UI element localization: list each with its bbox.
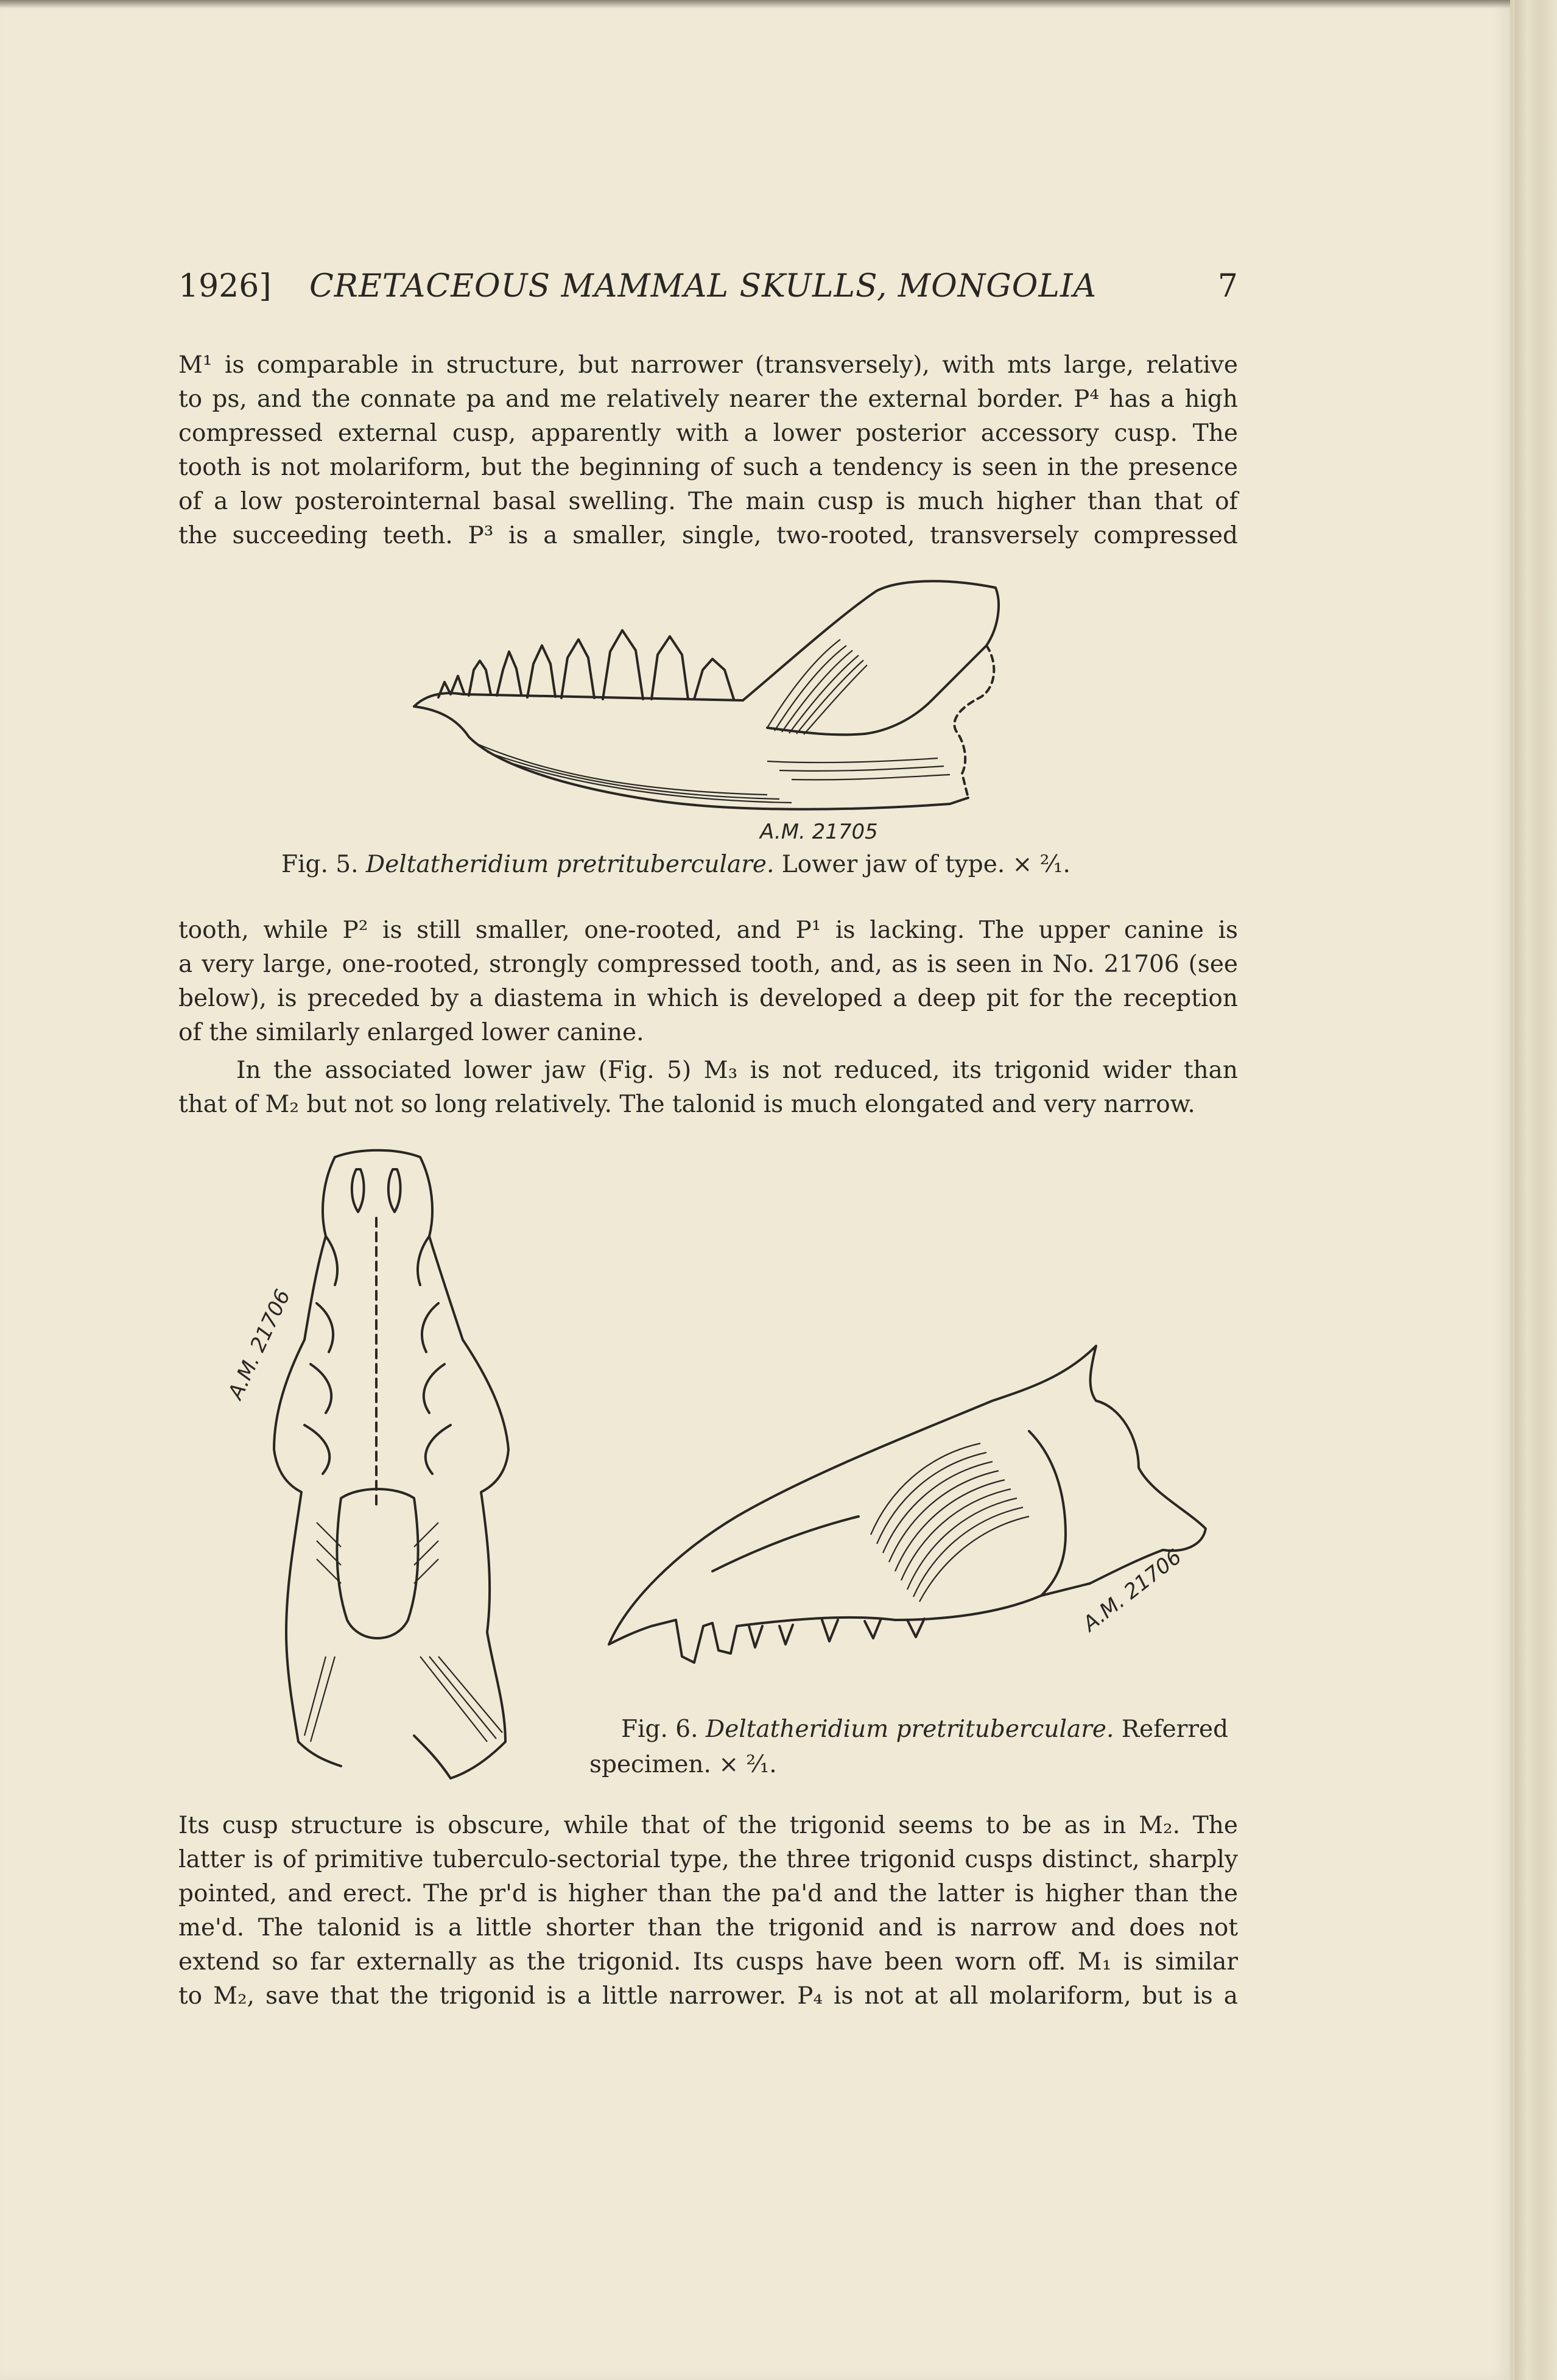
figure-5-specimen-label: A.M. 21705 bbox=[760, 820, 878, 844]
text-line: that of M₂ but not so long relatively. The talonid is much elongated and very narrow. bbox=[178, 1091, 1195, 1118]
figure-6-caption-species: Deltatheridium pretrituberculare. bbox=[705, 1716, 1114, 1743]
figure-6-skull-ventral-drawing bbox=[219, 1145, 524, 1790]
text-line: extend so far externally as the trigonid. Its cusps have been worn off. M₁ is similar bbox=[178, 1948, 1238, 1976]
text-line: below), is preceded by a diastema in which is developed a deep pit for the reception bbox=[178, 985, 1238, 1012]
figure-6-caption-suffix: Referred bbox=[1121, 1716, 1229, 1743]
text-line: me'd. The talonid is a little shorter than the trigonid and is narrow and does not bbox=[178, 1914, 1238, 1942]
figure-5-caption-suffix: Lower jaw of type. × ²⁄₁. bbox=[781, 851, 1070, 878]
text-line: of a low posterointernal basal swelling. The main cusp is much higher than that of bbox=[178, 488, 1238, 515]
figure-5-caption-prefix: Fig. 5. bbox=[281, 851, 359, 878]
figure-6-caption-line-2: specimen. × ²⁄₁. bbox=[589, 1751, 777, 1778]
text-line: tooth is not molariform, but the beginning of such a tendency is seen in the presence bbox=[178, 454, 1238, 481]
figure-5-caption bbox=[281, 848, 1070, 882]
page-edge bbox=[1514, 0, 1557, 2380]
paragraph-2 bbox=[178, 914, 1238, 1050]
text-line: a very large, one-rooted, strongly compressed tooth, and, as is seen in No. 21706 (see bbox=[178, 951, 1238, 978]
paragraph-4 bbox=[178, 1809, 1238, 2013]
paragraph-3 bbox=[178, 1054, 1238, 1122]
text-line: to M₂, save that the trigonid is a little narrower. P₄ is not at all molariform, but is a bbox=[178, 1982, 1238, 2010]
figure-5-caption-species: Deltatheridium pretrituberculare. bbox=[365, 851, 775, 878]
figure-6-right-specimen-label bbox=[1078, 1523, 1236, 1644]
figure-6-caption-line-1 bbox=[621, 1713, 1228, 1747]
figure-6-label-right-text: A.M. 21706 bbox=[1078, 1544, 1187, 1637]
page-top-shadow bbox=[0, 0, 1510, 9]
figure-5-lower-jaw-drawing bbox=[402, 579, 1023, 853]
text-line: of the similarly enlarged lower canine. bbox=[178, 1019, 644, 1046]
figure-6-caption-prefix: Fig. 6. bbox=[621, 1716, 698, 1743]
header-title: CRETACEOUS MAMMAL SKULLS, MONGOLIA bbox=[309, 268, 1097, 305]
text-line: the succeeding teeth. P³ is a smaller, single, two-rooted, transversely compressed bbox=[178, 522, 1238, 549]
text-line: compressed external cusp, apparently with a lower posterior accessory cusp. The bbox=[178, 420, 1238, 447]
page-number: 7 bbox=[1217, 268, 1238, 305]
text-line: latter is of primitive tuberculo-sectorial type, the three trigonid cusps distinct, sharply bbox=[178, 1846, 1238, 1873]
paragraph-1 bbox=[178, 348, 1238, 553]
text-line: tooth, while P² is still smaller, one-rooted, and P¹ is lacking. The upper canine is bbox=[178, 917, 1238, 944]
figure-6-label-left-text: A.M. 21706 bbox=[223, 1286, 296, 1403]
text-line: In the associated lower jaw (Fig. 5) M₃ is not reduced, its trigonid wider than bbox=[236, 1057, 1238, 1084]
running-header bbox=[178, 268, 1238, 311]
text-line: to ps, and the connate pa and me relatively nearer the external border. P⁴ has a high bbox=[178, 386, 1238, 413]
header-year: 1926] bbox=[178, 268, 272, 305]
figure-6-left-specimen-label bbox=[216, 1242, 338, 1425]
text-line: pointed, and erect. The pr'd is higher than the pa'd and the latter is higher than the bbox=[178, 1880, 1238, 1907]
text-line: Its cusp structure is obscure, while that of the trigonid seems to be as in M₂. The bbox=[178, 1812, 1238, 1839]
text-line: M¹ is comparable in structure, but narrower (transversely), with mts large, relative bbox=[178, 351, 1238, 379]
